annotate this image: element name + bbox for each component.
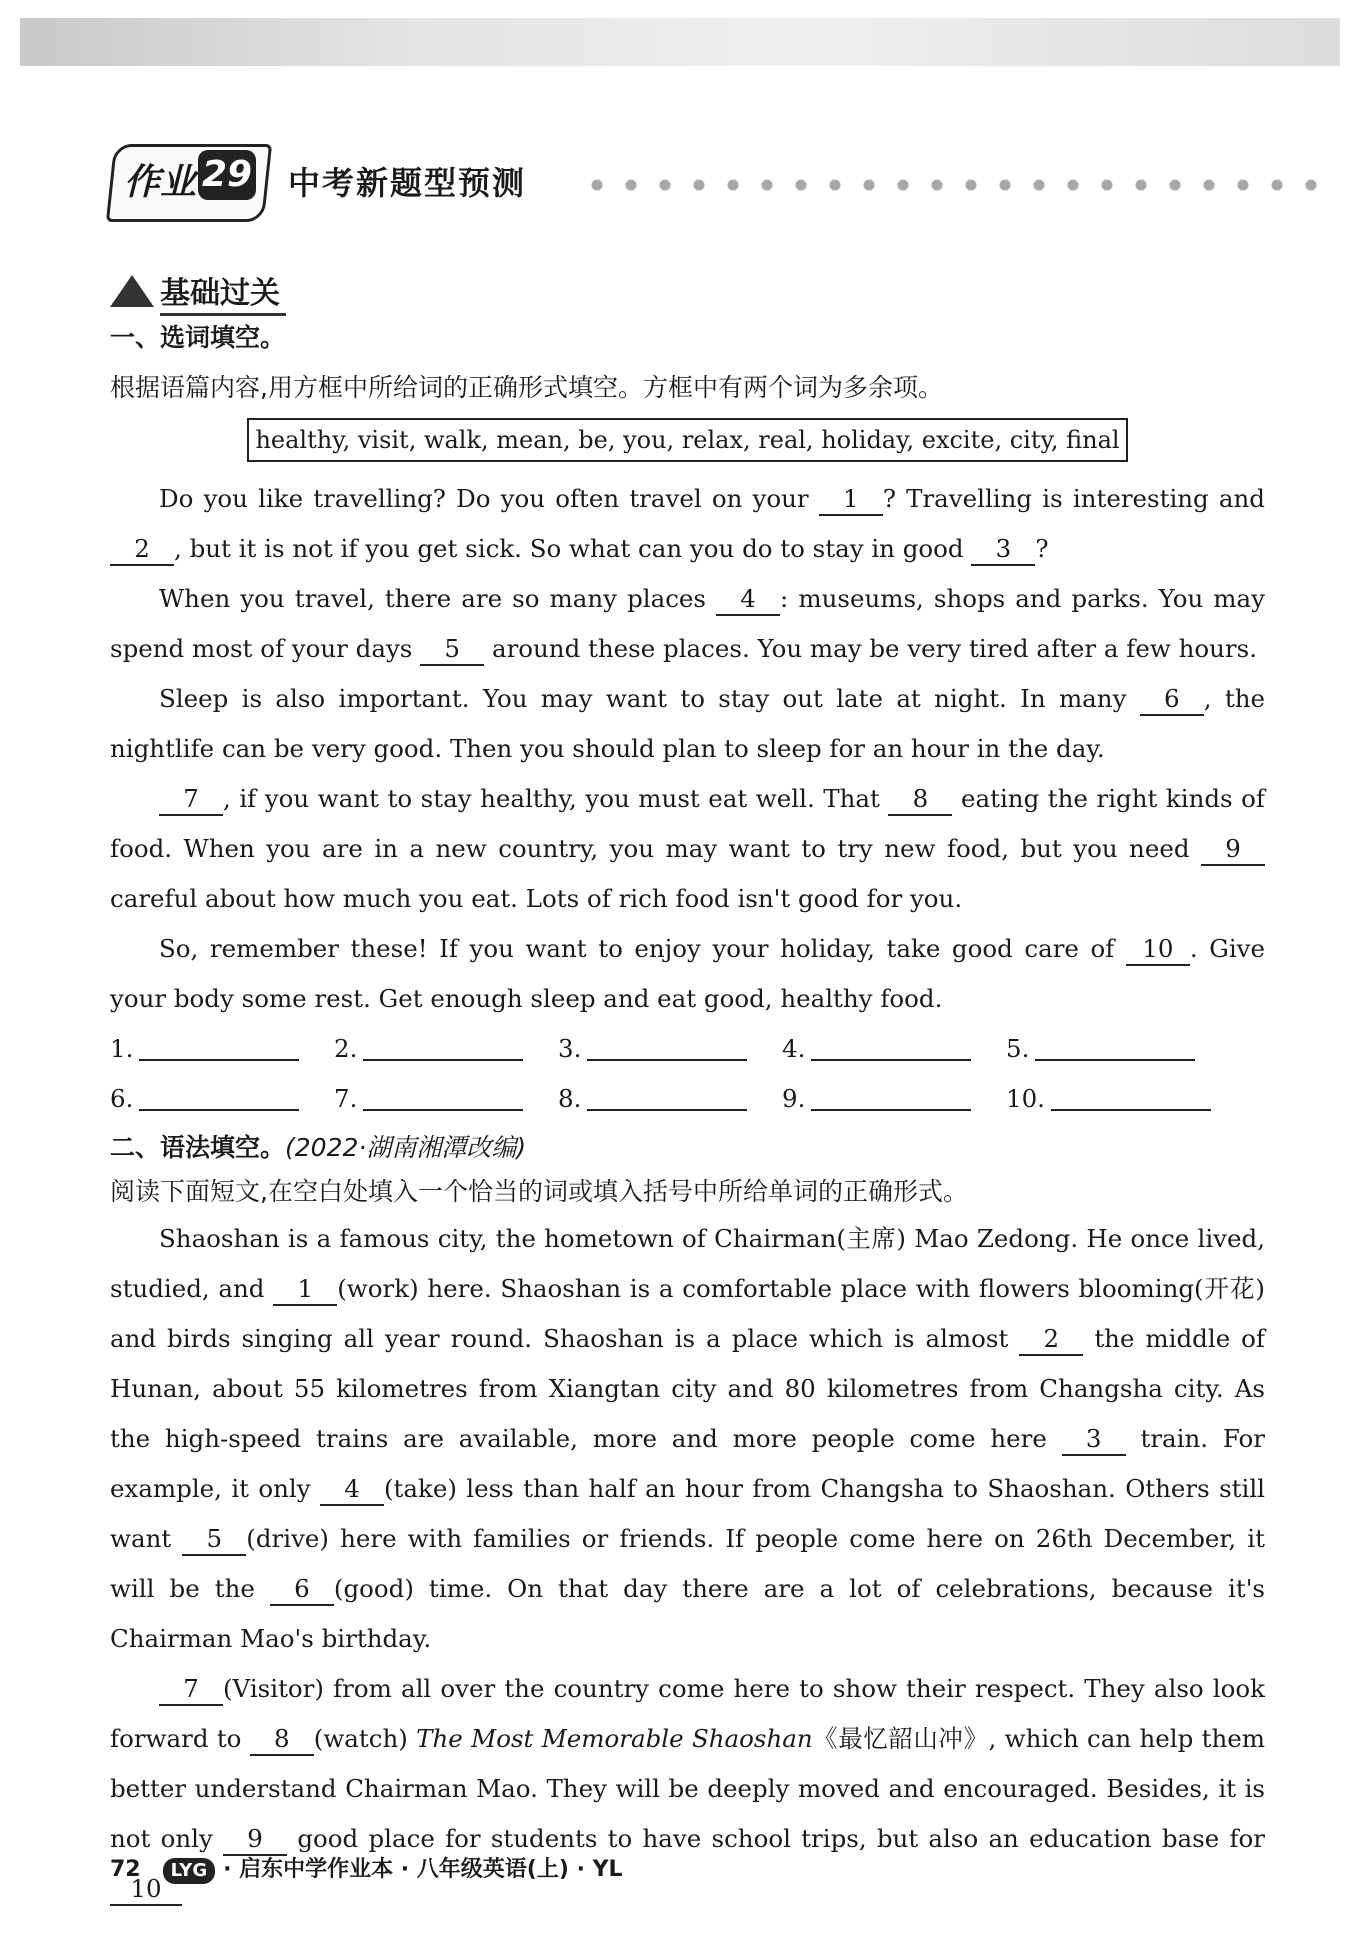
answer-label: 1. [110,1034,134,1063]
assignment-header [110,140,1330,230]
q2-passage [110,1214,1265,1914]
answer-line[interactable] [363,1081,523,1111]
badge-number: 29 [198,150,256,200]
section-heading [110,268,286,312]
blank[interactable]: 1 [273,1274,337,1306]
answer-line[interactable] [139,1081,299,1111]
answer-label: 2. [334,1034,358,1063]
answer-row [110,1074,1265,1124]
blank[interactable]: 6 [270,1574,334,1606]
blank[interactable]: 4 [716,584,780,616]
blank[interactable]: 5 [420,634,484,666]
blank[interactable]: 6 [1140,684,1204,716]
answer-label: 4. [782,1034,806,1063]
page-number: 72 [110,1857,141,1882]
blank[interactable]: 5 [182,1524,246,1556]
q1-paragraph: 7 , if you want to stay healthy, you must eat well. That 8 eating the right kinds of food. When you are in a new country, you may want to try new food, but you need 9 careful about how much you eat. Lots of rich food isn't good for you. [110,784,1266,913]
answer-line[interactable] [587,1081,747,1111]
q1-paragraph: When you travel, there are so many places 4 : museums, shops and parks. You may spend most of your days 5 around these places. You may be very tired after a few hours. [110,574,1265,674]
q2-paragraph: Shaoshan is a famous city, the hometown of Chairman(主席) Mao Zedong. He once lived, studied, and 1 (work) here. Shaoshan is a comfortable place with flowers blooming(开花) and birds singing all year round. Shaoshan is a place which is almost 2 the middle of Hunan, about 55 kilometres from Xiangtan city and 80 kilometres from Changsha city. As the high-speed trains are available, more and more people come here 3 train. For example, it only 4 (take) less than half an hour from Changsha to Shaoshan. Others still want 5 (drive) here with families or friends. If people come here on 26th December, it will be the 6 (good) time. On that day there are a lot of celebrations, because it's Chairman Mao's birthday. [110,1224,1266,1653]
answer-label: 10. [1006,1084,1045,1113]
q2-instruction: 阅读下面短文,在空白处填入一个恰当的词或填入括号中所给单词的正确形式。 [110,1177,968,1206]
word-box: healthy, visit, walk, mean, be, you, relax, real, holiday, excite, city, final [247,418,1127,462]
answer-label: 8. [558,1084,582,1113]
answer-label: 7. [334,1084,358,1113]
blank[interactable]: 2 [110,534,174,566]
q2-paragraph: 7 (Visitor) from all over the country come here to show their respect. They also look forward to 8 (watch) The Most Memorable Shaoshan《最忆韶山冲》, which can help them better understand Chairman Mao. They will be deeply moved and encouraged. Besides, it is not only 9 good place for students to have school trips, but also an education base for 10 [110,1664,1265,1914]
answer-label: 9. [782,1084,806,1113]
q2-source: (2022·湖南湘潭改编) [285,1133,527,1162]
section-title: 基础过关 [160,276,286,316]
answer-row [110,1024,1265,1074]
blank[interactable]: 7 [159,1674,223,1706]
q1-paragraph: So, remember these! If you want to enjoy your holiday, take good care of 10 . Give your body some rest. Get enough sleep and eat good, healthy food. [110,934,1266,1013]
blank[interactable]: 4 [320,1474,384,1506]
blank[interactable]: 3 [1062,1424,1126,1456]
blank[interactable]: 9 [223,1824,287,1856]
q1-title: 一、选词填空。 [110,323,286,352]
blank[interactable]: 8 [888,784,952,816]
answer-line[interactable] [363,1031,523,1061]
answer-line[interactable] [1051,1081,1211,1111]
page-title: 中考新题型预测 [288,164,527,202]
answer-label: 6. [110,1084,134,1113]
answer-line[interactable] [139,1031,299,1061]
exercise-content [110,318,1265,1914]
page-top-edge [20,18,1340,66]
q1-instruction: 根据语篇内容,用方框中所给词的正确形式填空。方框中有两个词为多余项。 [110,373,943,402]
q1-paragraph: Sleep is also important. You may want to stay out late at night. In many 6 , the nightlife can be very good. Then you should plan to sleep for an hour in the day. [110,684,1265,763]
mountain-icon [110,275,154,307]
q2-title: 二、语法填空。(2022·湖南湘潭改编) [110,1133,527,1162]
book-title: · 启东中学作业本 · 八年级英语(上) · YL [223,1857,623,1882]
answer-label: 5. [1006,1034,1030,1063]
answer-line[interactable] [811,1031,971,1061]
blank[interactable]: 7 [159,784,223,816]
publisher-logo: LYG [163,1858,215,1884]
blank[interactable]: 3 [971,534,1035,566]
q1-paragraph: Do you like travelling? Do you often travel on your 1 ? Travelling is interesting and 2 , but it is not if you get sick. So what can you do to stay in good 3 ? [110,474,1265,574]
answer-line[interactable] [811,1081,971,1111]
blank[interactable]: 2 [1019,1324,1083,1356]
badge-word: 作业 [124,162,197,203]
decorative-dots [580,178,1330,192]
answer-label: 3. [558,1034,582,1063]
answer-line[interactable] [1035,1031,1195,1061]
blank[interactable]: 10 [110,1874,182,1906]
q1-passage [110,474,1265,1024]
blank[interactable]: 10 [1126,934,1190,966]
page-footer [110,1852,623,1884]
blank[interactable]: 9 [1201,834,1265,866]
blank[interactable]: 1 [819,484,883,516]
film-title: The Most Memorable Shaoshan [416,1724,813,1753]
blank[interactable]: 8 [250,1724,314,1756]
answer-line[interactable] [587,1031,747,1061]
